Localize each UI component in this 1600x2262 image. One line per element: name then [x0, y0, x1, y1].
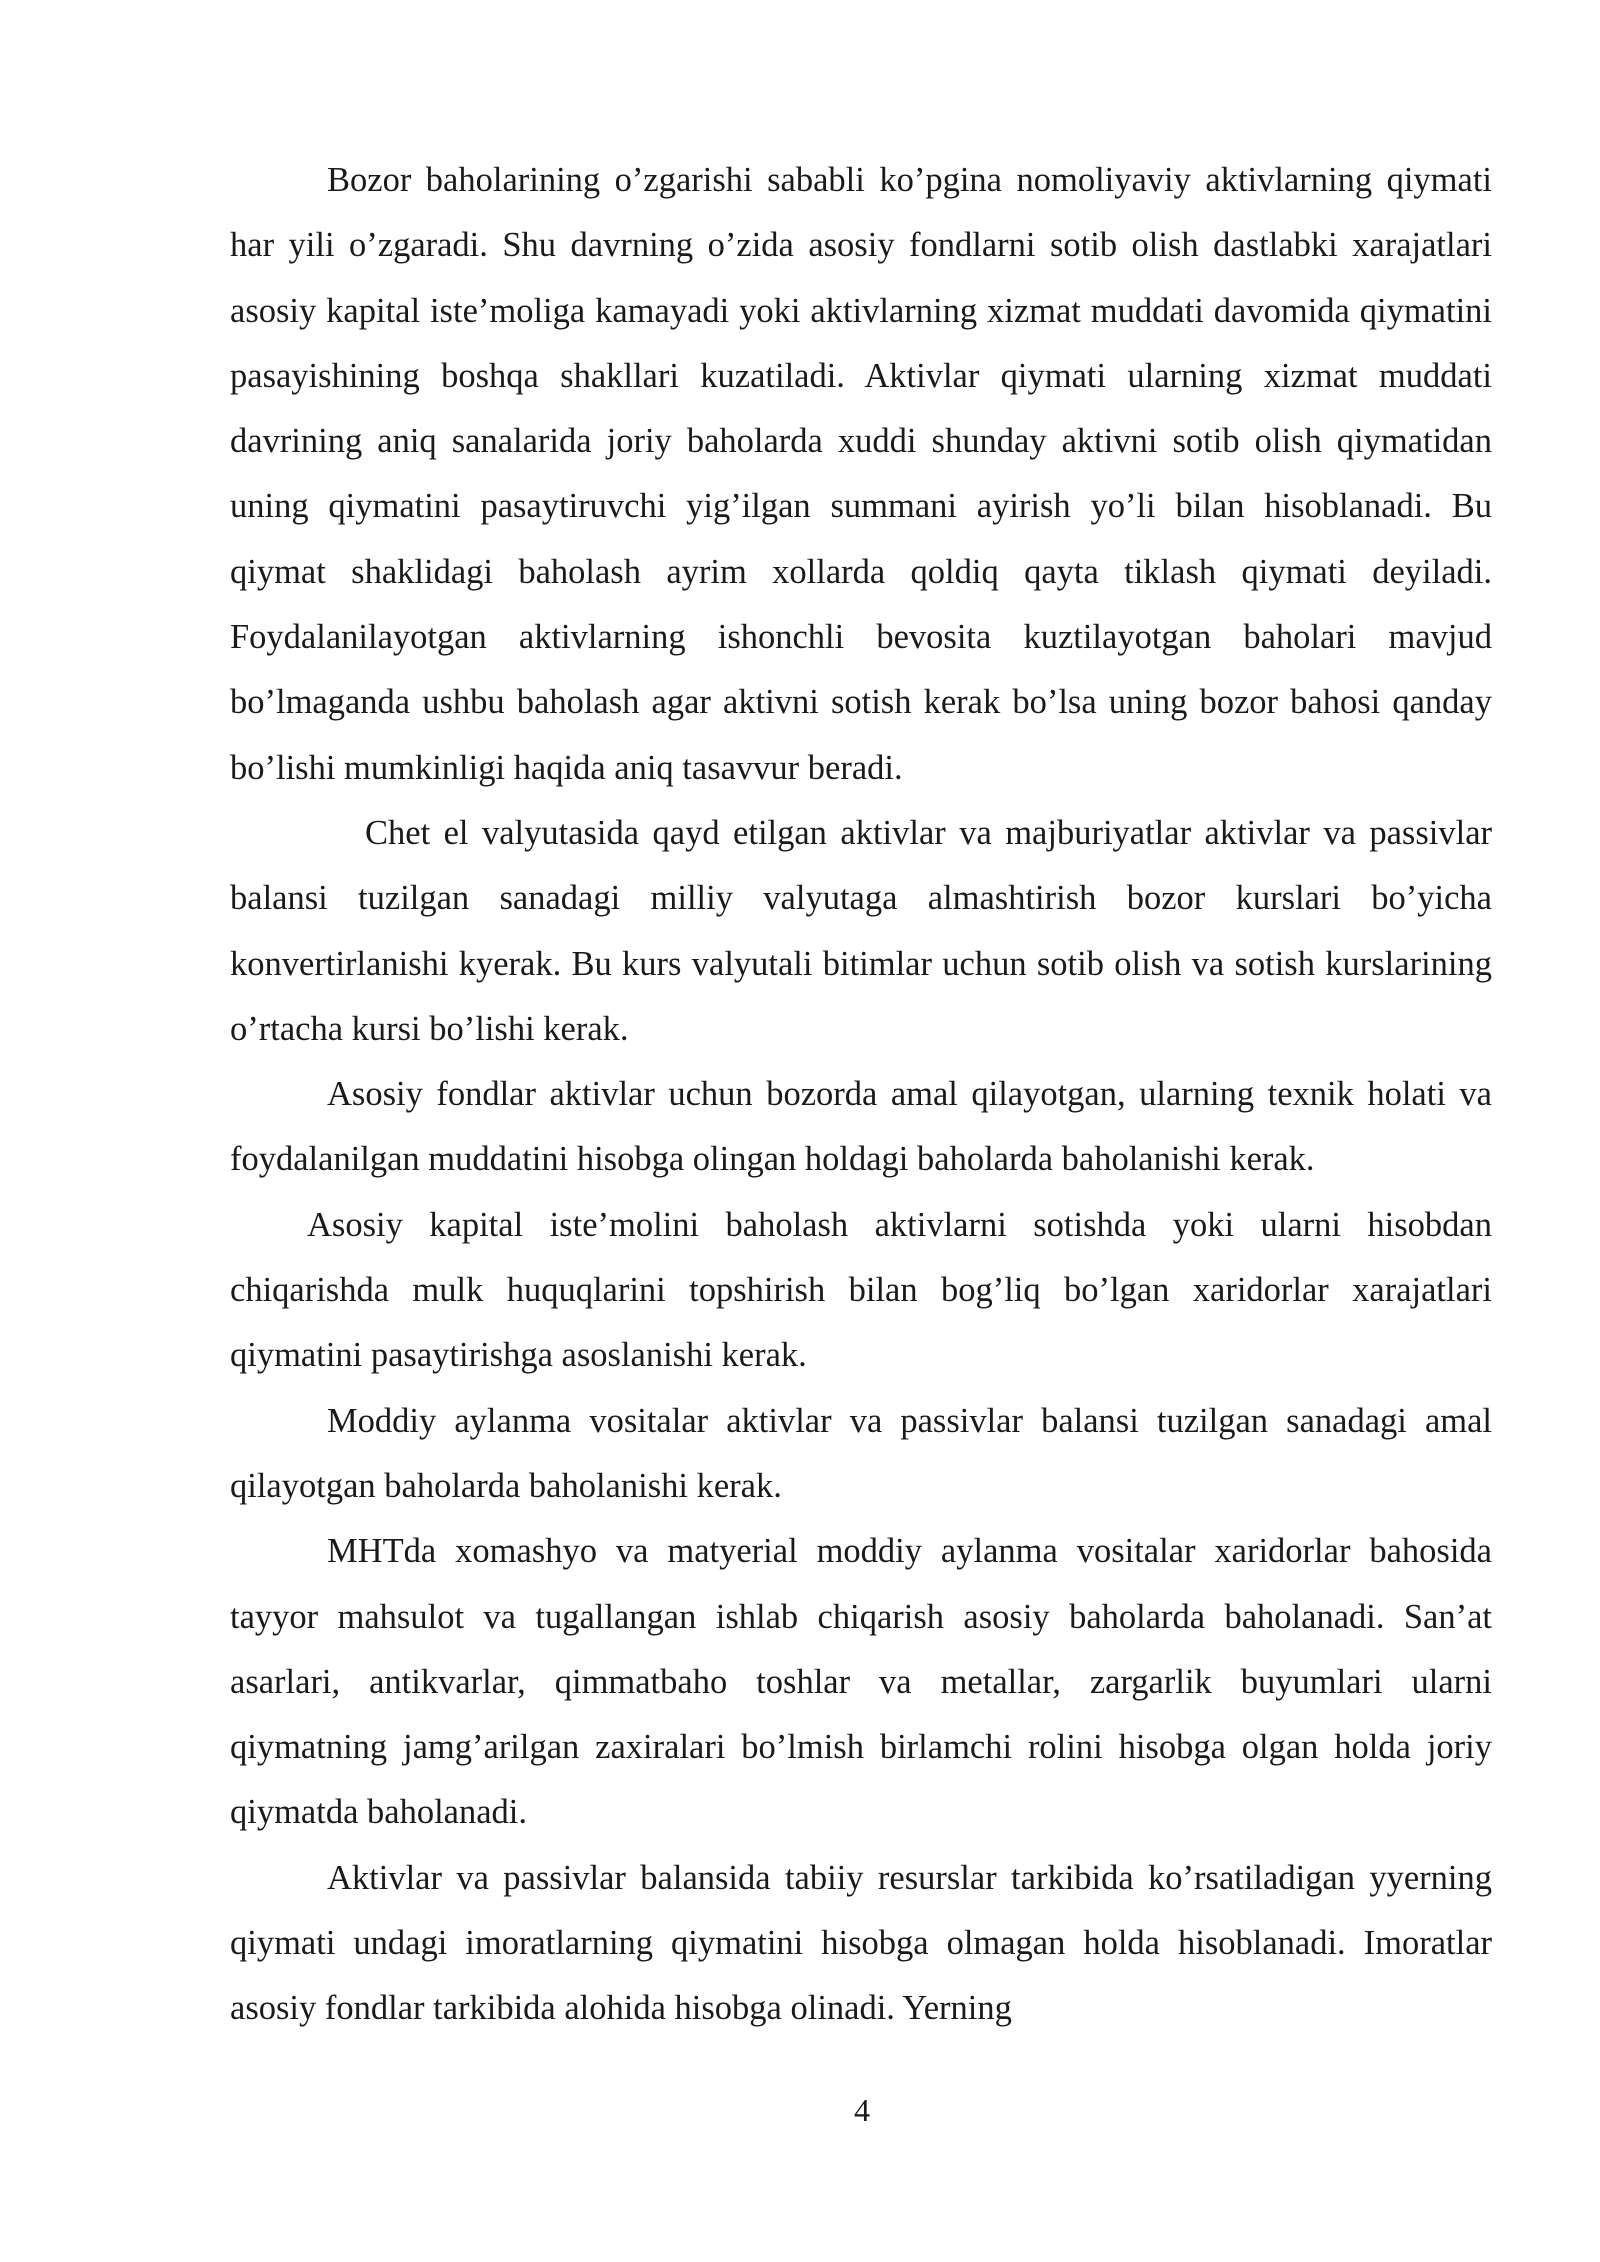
paragraph-natural-resources: Aktivlar va passivlar balansida tabiiy resurslar tarkibida ko’rsatiladigan yyerning qiymati undagi imoratlarning qiymatini hisobga olmagan holda hisoblanadi. Imoratlar asosiy fondlar tarkibida alohida hisobga olinadi. Yerning: [230, 1858, 1492, 2028]
paragraph-capital-consumption: Asosiy kapital iste’molini baholash aktivlarni sotishda yoki ularni hisobdan chiqarishda mulk huquqlarini topshirish bilan bog’liq bo’lgan xaridorlar xarajatlari qiymatini pasaytirishga asoslanishi kerak.: [230, 1205, 1492, 1375]
page-number: 4: [854, 2092, 870, 2128]
paragraph-market-prices: Bozor baholarining o’zgarishi sababli ko’pgina nomoliyaviy aktivlarning qiymati har yili o’zgaradi. Shu davrning o’zida asosiy fondlarni sotib olish dastlabki xarajatlari asosiy kapital iste’moliga kamayadi yoki aktivlarning xizmat muddati davomida qiymatini pasayishining boshqa shakllari kuzatiladi. Aktivlar qiymati ularning xizmat muddati davrining aniq sanalarida joriy baholarda xuddi shunday aktivni sotib olish qiymatidan uning qiymatini pasaytiruvchi yig’ilgan summani ayirish yo’li bilan hisoblanadi. Bu qiymat shaklidagi baholash ayrim xollarda qoldiq qayta tiklash qiymati deyiladi. Foydalanilayotgan aktivlarning ishonchli bevosita kuztilayotgan baholari mavjud bo’lmaganda ushbu baholash agar aktivni sotish kerak bo’lsa uning bozor bahosi qanday bo’lishi mumkinligi haqida aniq tasavvur beradi.: [230, 161, 1492, 787]
paragraph-working-capital: Moddiy aylanma vositalar aktivlar va passivlar balansi tuzilgan sanadagi amal qilayotgan baholarda baholanishi kerak.: [230, 1401, 1492, 1505]
paragraph-fixed-assets: Asosiy fondlar aktivlar uchun bozorda amal qilayotgan, ularning texnik holati va foydalanilgan muddatini hisobga olingan holdagi baholarda baholanishi kerak.: [230, 1075, 1492, 1179]
paragraph-raw-materials: MHTda xomashyo va matyerial moddiy aylanma vositalar xaridorlar bahosida tayyor mahsulot va tugallangan ishlab chiqarish asosiy baholarda baholanadi. San’at asarlari, antikvarlar, qimmatbaho toshlar va metallar, zargarlik buyumlari ularni qiymatning jamg’arilgan zaxiralari bo’lmish birlamchi rolini hisobga olgan holda joriy qiymatda baholanadi.: [230, 1532, 1492, 1832]
paragraph-foreign-currency: Chet el valyutasida qayd etilgan aktivlar va majburiyatlar aktivlar va passivlar balansi tuzilgan sanadagi milliy valyutaga almashtirish bozor kurslari bo’yicha konvertirlanishi kyerak. Bu kurs valyutali bitimlar uchun sotib olish va sotish kurslarining o’rtacha kursi bo’lishi kerak.: [230, 813, 1492, 1048]
body-text: [230, 148, 1492, 2042]
